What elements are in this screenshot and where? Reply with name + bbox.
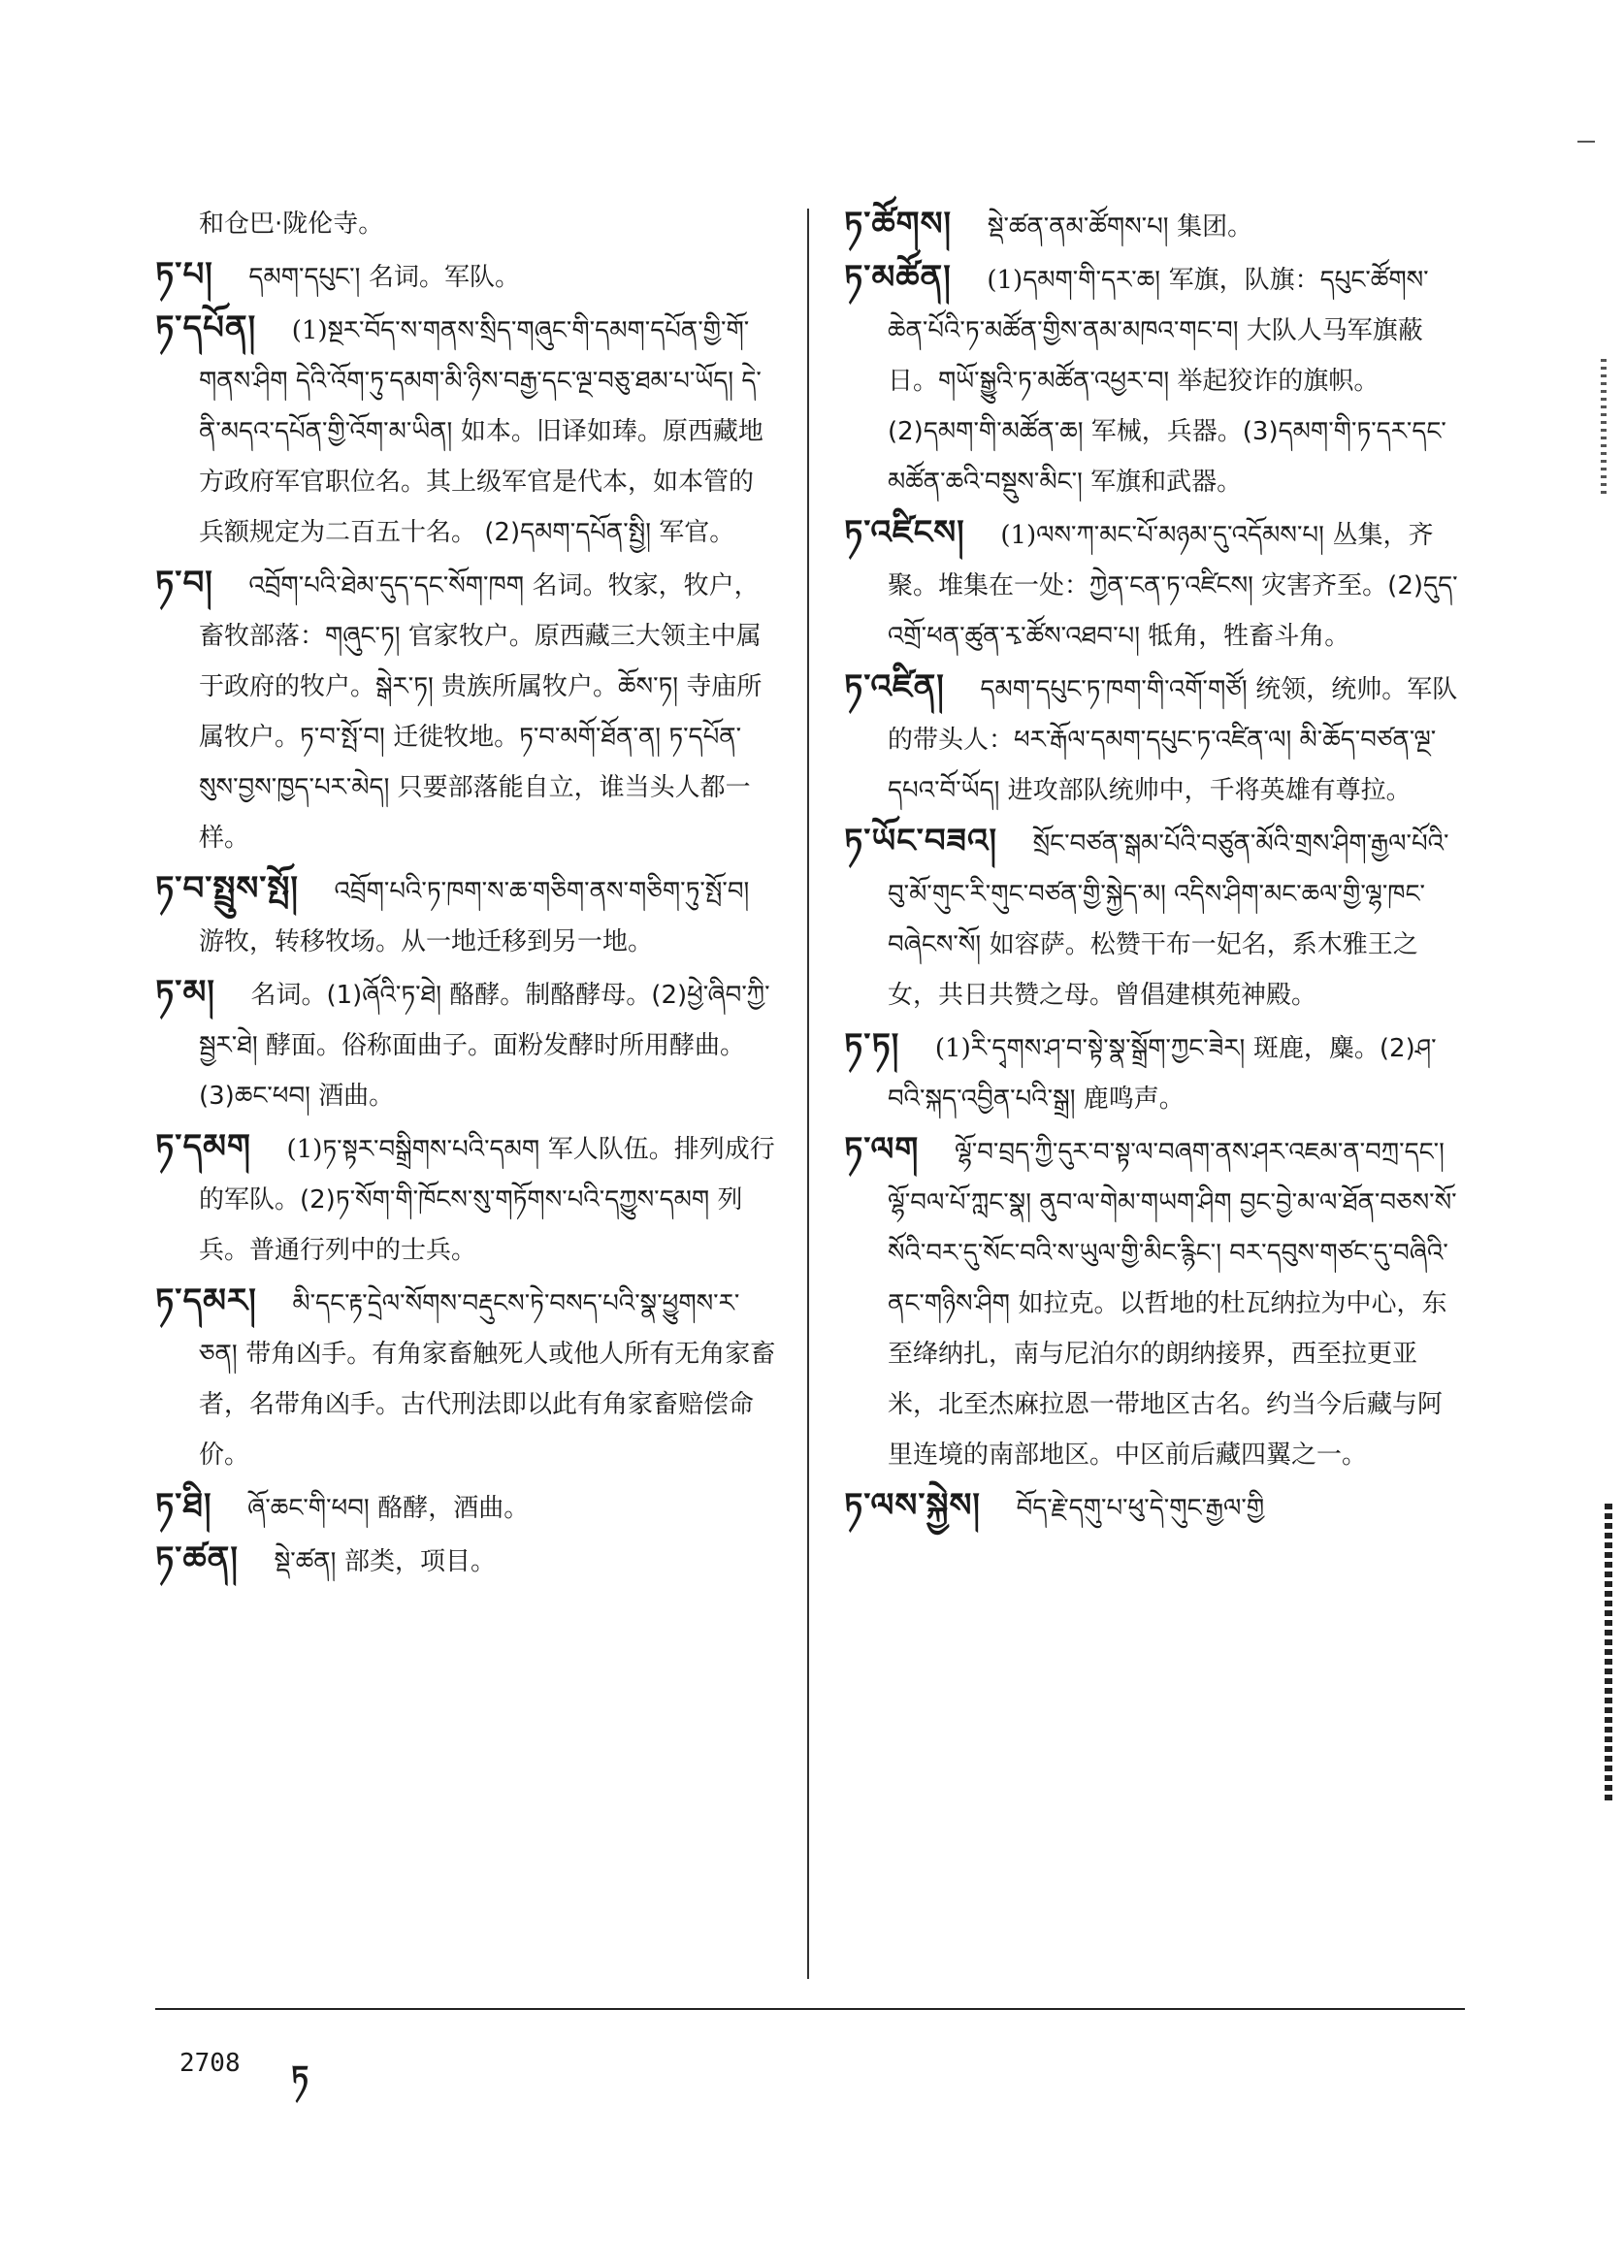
- entry-headword: ཏ་ལས་སྐྱེས།: [844, 1486, 981, 1525]
- entry-headword: ཏ་པ།: [155, 255, 213, 294]
- dictionary-entry: [155, 1480, 776, 1534]
- dictionary-entry: [155, 1121, 776, 1276]
- entry-definition: 部类，项目。: [343, 1547, 496, 1576]
- entry-definition: 集团。: [1177, 212, 1253, 242]
- right-column: [844, 199, 1465, 1534]
- entry-definition: 名词。(1)ཞོའི་ཏ་ཐེ། 酪酵。制酪酵母。(2)ཕྱེ་ཞིབ་ཀྱི་སྦྱར་ཐེ། 酵面。俗称面曲子。面粉发酵时所用酵曲。(3)ཆང་ཕབ། 酒曲。: [199, 981, 770, 1111]
- entry-tibetan: (1)ལས་ཀ་མང་པོ་མཉམ་དུ་འདོམས་པ།: [1000, 521, 1324, 550]
- dictionary-entry: [844, 507, 1465, 662]
- entry-headword: ཏ་དམག: [155, 1127, 251, 1166]
- entry-tibetan: དམག་དཔུང་།: [248, 263, 361, 292]
- entry-tibetan: འབྲོག་པའི་ཐེམ་དུད་དང་སོག་ཁག: [248, 571, 525, 600]
- dictionary-entry: [155, 967, 776, 1121]
- entry-tibetan: བོད་རྗེ་དགུ་པ་ཕུ་དེ་གུང་རྒྱལ་གྱི: [1016, 1494, 1265, 1523]
- entry-definition: 统领，统帅。军队的带头人：ཕར་རྒོལ་དམག་དཔུང་ཏ་འཛིན་ལ། མི་ཆོད་བཙན་ལྔ་དཔའ་བོ་ཡོད། 进攻部队统帅中，千将英雄有尊拉。: [888, 675, 1458, 805]
- entry-headword: ཏ་ཡོང་བཟའ།: [844, 822, 997, 860]
- entry-tibetan: ཞོ་ཆང་གི་ཕབ།: [247, 1494, 370, 1523]
- entry-definition: 酪酵，酒曲。: [377, 1494, 530, 1523]
- entry-tibetan: དམག་དཔུང་ཏ་ཁག་གི་འགོ་གཙོ།: [980, 675, 1248, 704]
- dictionary-entry: [844, 1480, 1465, 1534]
- entry-tibetan: སྡེ་ཚན།: [274, 1547, 337, 1576]
- entry-headword: ཏ་བ།: [155, 564, 213, 602]
- dictionary-entry: [844, 252, 1465, 507]
- column-divider: [807, 209, 809, 1979]
- dictionary-entry: [155, 1534, 776, 1587]
- scan-edge-mark: [1577, 141, 1595, 143]
- entry-headword: ཏ་ཐི།: [155, 1486, 212, 1525]
- entry-definition: 如容萨。松赞干布一妃名，系木雅王之女，共日共赞之母。曾倡建棋苑神殿。: [888, 930, 1418, 1010]
- entry-definition: 名词。牧家，牧户，畜牧部落：གཞུང་ཏ། 官家牧户。原西藏三大领主中属于政府的牧户。སྒེར་ཏ། 贵族所属牧户。ཆོས་ཏ། 寺庙所属牧户。ཏ་བ་སྤོ་བ། 迁徙牧地。ཏ་བ་མགོ་ཐོན་ན། ཏ་དཔོན་སུས་བྱས་ཁྱད་པར་མེད། 只要部落能自立，谁当头人都一样。: [199, 571, 763, 853]
- entry-definition: 军人队伍。排列成行的军队。(2)ཏ་སོག་གི་ཁོངས་སུ་གཏོགས་པའི་དཀྱུས་དམག 列兵。普通行列中的士兵。: [199, 1135, 775, 1265]
- dictionary-entry: [155, 1276, 776, 1480]
- scan-edge-mark: [1601, 359, 1607, 495]
- dictionary-entry: [155, 199, 776, 249]
- entry-tibetan: (1)རི་དྭགས་ཤ་བ་སྟེ་སྣ་སྒྲོག་ཀྱང་ཟེར།: [934, 1034, 1246, 1063]
- dictionary-entry: [844, 1021, 1465, 1124]
- entry-headword: ཏ་མ།: [155, 973, 215, 1012]
- entry-definition: 如本。旧译如琫。原西藏地方政府军官职位名。其上级军官是代本，如本管的兵额规定为二百五十名。 (2)དམག་དཔོན་སྤྱི། 军官。: [199, 417, 763, 547]
- entry-tibetan: ལྷོ་བ་བྲད་ཀྱི་དུར་བ་སྟ་ལ་བཞག་ནས་ཤར་འཇམ་ན་བཀྲ་དང་། ལྷོ་བལ་པོ་ཀླང་སྣ། ནུབ་ལ་གེམ་གཡག་ཤིག བྱང་བྱེ་མ་ལ་ཐོན་བཅས་སོ་སོའི་བར་དུ་སོང་བའི་ས་ཡུལ་གྱི་མིང་རྙིང་། བར་དབུས་གཙང་དུ་བཞིའི་ནང་གཉིས་ཤིག: [888, 1138, 1457, 1318]
- dictionary-entry: [155, 558, 776, 863]
- entry-headword: ཏ་ཚན།: [155, 1539, 239, 1578]
- entry-definition: 游牧，转移牧场。从一地迁移到另一地。: [199, 927, 654, 956]
- entry-definition: 名词。军队。: [369, 263, 521, 292]
- left-column: [155, 199, 776, 1587]
- entry-definition: 丛集，齐聚。堆集在一处：ཀྱེན་ངན་ཏ་འཛིངས། 灾害齐至。(2)དུད་འགྲོ་ཕན་ཚུན་རྭ་ཚོས་འཐབ་པ། 牴角，牲畜斗角。: [888, 521, 1458, 651]
- entry-definition: 斑鹿，麋。(2)ཤ་བའི་སྐད་འབྱིན་པའི་སྒྲ། 鹿鸣声。: [888, 1034, 1437, 1114]
- entry-tibetan: (1)སྔར་བོད་ས་གནས་སྲིད་གཞུང་གི་དམག་དཔོན་གྱི་གོ་གནས་ཤིག དེའི་འོག་ཏུ་དམག་མི་ཉིས་བརྒྱ་དང་ལྔ་བཅུ་ཐམ་པ་ཡོད། དེ་ནི་མདའ་དཔོན་གྱི་འོག་མ་ཡིན།: [199, 316, 762, 446]
- entry-definition: 带角凶手。有角家畜触死人或他人所有无角家畜者，名带角凶手。古代刑法即以此有角家畜赔偿命价。: [199, 1340, 776, 1470]
- entry-headword: ཏ་མཚོན།: [844, 258, 952, 297]
- entry-headword: ཏ་དམར།: [155, 1281, 257, 1320]
- entry-headword: ཏ་འཛིངས།: [844, 513, 965, 552]
- entry-definition: 和仓巴·陇伦寺。: [199, 210, 384, 239]
- dictionary-entry: [844, 1124, 1465, 1480]
- dictionary-entry: [844, 199, 1465, 252]
- entry-definition: 如拉克。以哲地的杜瓦纳拉为中心，东至绛纳扎，南与尼泊尔的朗纳接界，西至拉更亚米，北至杰麻拉恩一带地区古名。约当今后藏与阿里连境的南部地区。中区前后藏四翼之一。: [888, 1289, 1447, 1470]
- entry-definition: 军旗，队旗：དཔུང་ཚོགས་ཆེན་པོའི་ཏ་མཚོན་གྱིས་ནམ་མཁའ་གང་བ། 大队人马军旗蔽日。གཡོ་སྒྱུའི་ཏ་མཚོན་འཕྱར་བ། 举起狡诈的旗帜。(2)དམག་གི་མཚོན་ཆ། 军械，兵器。(3)དམག་གི་ཏ་དར་དང་མཚོན་ཆའི་བསྡུས་མིང་། 军旗和武器。: [888, 266, 1446, 497]
- entry-tibetan: (1)ཏ་སྟར་བསྒྲིགས་པའི་དམག: [286, 1135, 540, 1164]
- entry-headword: ཏ་ལག: [844, 1130, 920, 1169]
- entry-headword: ཏ་དཔོན།: [155, 308, 257, 347]
- entry-tibetan: འབྲོག་པའི་ཏ་ཁག་ས་ཆ་གཅིག་ནས་གཅིག་ཏུ་སྤོ་བ།: [334, 877, 750, 906]
- page-number: 2708: [179, 2049, 241, 2078]
- dictionary-entry: [844, 662, 1465, 816]
- dictionary-entry: [844, 816, 1465, 1021]
- entry-tibetan: མི་དང་རྟ་དྲེལ་སོགས་བརྡུངས་ཏེ་བསད་པའི་སྣ་ཕྱུགས་ར་ཅན།: [199, 1289, 740, 1369]
- dictionary-entry: [155, 863, 776, 967]
- dictionary-entry: [155, 249, 776, 303]
- dictionary-entry: [155, 303, 776, 558]
- footer-rule: [155, 2008, 1465, 2010]
- entry-headword: ཏ་འཛིན།: [844, 667, 945, 706]
- entry-tibetan: སྡེ་ཚན་ནམ་ཚོགས་པ།: [987, 212, 1169, 242]
- section-letter: ཏ: [291, 2058, 309, 2095]
- entry-headword: ཏ་ཚོགས།: [844, 205, 953, 243]
- entry-headword: ཏ་ཏ།: [844, 1026, 900, 1065]
- entry-headword: ཏ་བ་སྤྲུས་སྤོ།: [155, 869, 299, 908]
- entry-tibetan: (1)དམག་གི་དར་ཆ།: [987, 266, 1161, 295]
- scan-edge-mark: [1605, 1504, 1612, 1804]
- entry-tibetan: སྲོང་བཙན་སྒམ་པོའི་བཙུན་མོའི་གྲས་ཤིག་རྒྱལ་པོའི་བུ་མོ་གུང་རི་གུང་བཙན་གྱི་སྐྱེད་མ། འདིས་ཤིག་མང་ཆལ་གྱི་ལྷ་ཁང་བཞེངས་སོ།: [888, 829, 1449, 959]
